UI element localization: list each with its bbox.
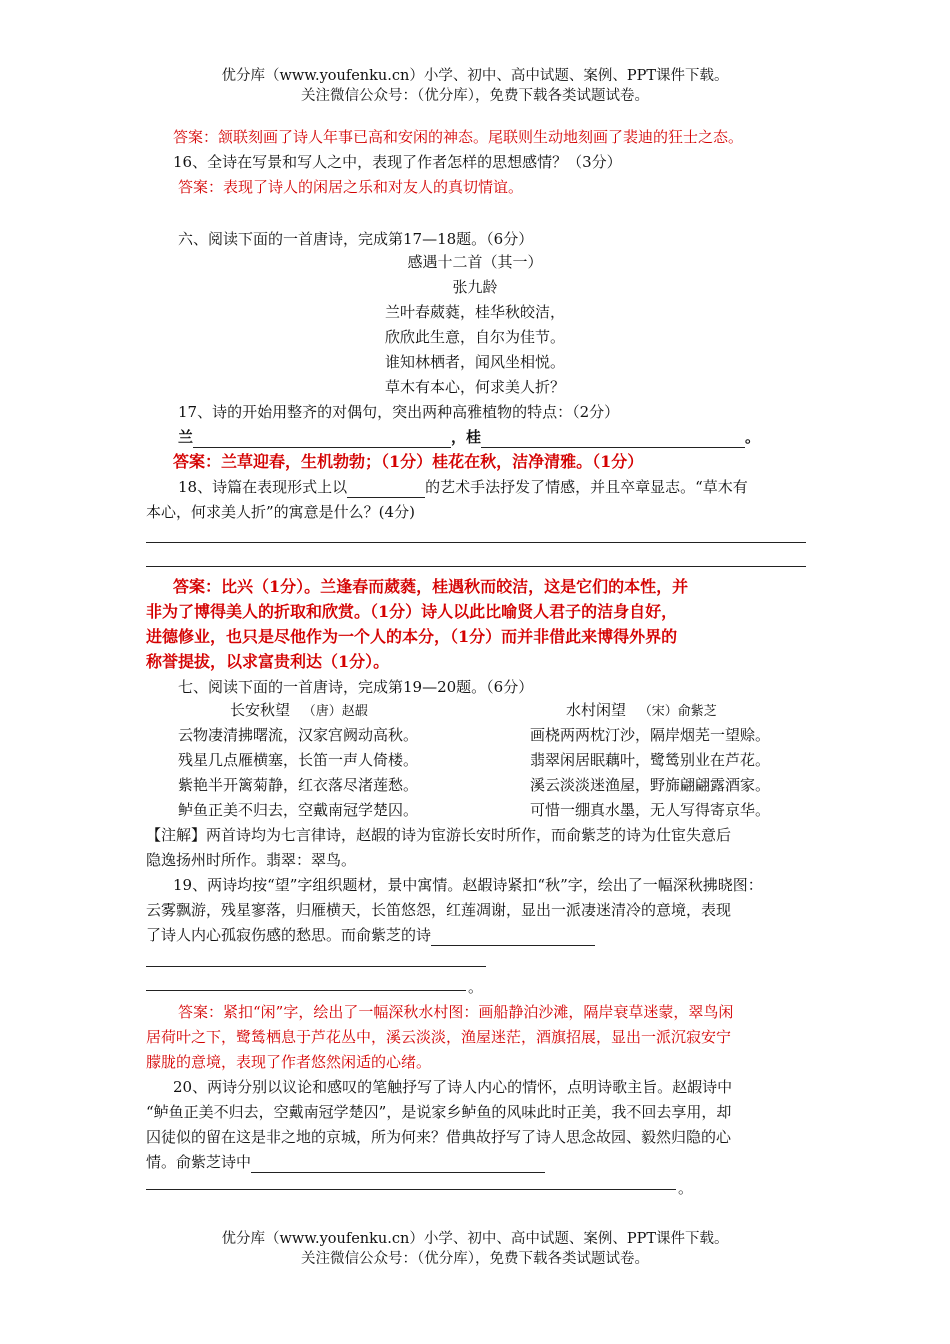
section-7-heading: 七、阅读下面的一首唐诗，完成第19—20题。（6分）: [178, 678, 534, 696]
q17-blank2-label: ，桂: [451, 428, 482, 446]
answer-18-line: 称誉提拔，以求富贵利达（1分）。: [146, 652, 390, 671]
question-19-line: 19、两诗均按“望”字组织题材，景中寓情。赵嘏诗紧扣“秋”字，绘出了一幅深秋拂晓图：: [173, 876, 763, 894]
poem-right-line: 画桡两两枕汀沙，隔岸烟芜一望赊。: [530, 726, 771, 744]
answer-rule[interactable]: [146, 542, 806, 543]
poem-left-line: 云物凄清拂曙流，汉家宫阙动高秋。: [178, 726, 419, 744]
question-19-line: 云雾飘游，残星寥落，归雁横天，长笛悠怨，红莲凋谢，显出一派凄迷清冷的意境，表现: [146, 901, 732, 919]
answer-rule[interactable]: [146, 966, 486, 967]
q17-answer-line: [178, 426, 760, 448]
question-20-line-4: [146, 1151, 545, 1173]
poem-line: 欣欣此生意，自尔为佳节。: [384, 328, 565, 346]
answer-rule[interactable]: [146, 1189, 676, 1190]
header-line-1: 优分库（www.youfenku.cn）小学、初中、高中试题、案例、PPT课件下载。: [221, 68, 729, 84]
poem-left-author: （唐）赵嘏: [302, 704, 368, 719]
answer-16: 答案：表现了诗人的闲居之乐和对友人的真切情谊。: [178, 178, 524, 196]
q18-part2: 的艺术手法抒发了情感，并且卒章显志。“草木有: [425, 478, 748, 496]
question-20-line: “鲈鱼正美不归去，空戴南冠学楚囚”，是说家乡鲈鱼的风味此时正美，我不回去享用，却: [146, 1103, 732, 1121]
poem-right-line: 可惜一绷真水墨，无人写得寄京华。: [530, 801, 771, 819]
answer-18-line: 非为了博得美人的折取和欣赏。（1分）诗人以此比喻贤人君子的洁身自好，: [146, 602, 678, 621]
note-line: 【注解】两首诗均为七言律诗，赵嘏的诗为宦游长安时所作，而俞紫芝的诗为仕宦失意后: [146, 826, 732, 844]
header-line-2: 关注微信公众号：（优分库），免费下载各类试题试卷。: [301, 88, 649, 104]
poem-right-author: （宋）俞紫芝: [638, 704, 717, 719]
poem-left-title-row: [230, 699, 368, 723]
question-19-line-3: [146, 924, 595, 946]
poem-left-title: 长安秋望: [230, 701, 291, 719]
poem-left-line: 紫艳半开篱菊静，红衣落尽渚莲愁。: [178, 776, 419, 794]
q19-line-3-text: 了诗人内心孤寂伤感的愁思。而俞紫芝的诗: [146, 926, 432, 944]
question-18-line-2: 本心，何求美人折”的寓意是什么？(4分): [146, 503, 415, 521]
poem-line: 谁知林栖者，闻风坐相悦。: [384, 353, 565, 371]
poem-right-line: 翡翠闲居眠藕叶，鹭鸶别业在芦花。: [530, 751, 771, 769]
answer-18-line: 答案：比兴（1分）。兰逢春而葳蕤，桂遇秋而皎洁，这是它们的本性，并: [173, 577, 689, 596]
question-17: 17、诗的开始用整齐的对偶句，突出两种高雅植物的特点：（2分）: [178, 403, 620, 421]
q20-end: 。: [678, 1179, 694, 1197]
q20-line-4-text: 情。俞紫芝诗中: [146, 1153, 252, 1171]
question-20-line: 囚徒似的留在这是非之地的京城，所为何来？借典故抒写了诗人思念故园、毅然归隐的心: [146, 1128, 732, 1146]
answer-19-line: 朦胧的意境，表现了作者悠然闲适的心绪。: [146, 1053, 432, 1071]
poem-line: 兰叶春葳蕤，桂华秋皎洁，: [384, 303, 565, 321]
q19-end: 。: [468, 978, 484, 996]
question-20-line: 20、两诗分别以议论和感叹的笔触抒写了诗人内心的情怀，点明诗歌主旨。赵嘏诗中: [173, 1078, 733, 1096]
q17-blank1-label: 兰: [178, 428, 194, 446]
poem-left-line: 鲈鱼正美不归去，空戴南冠学楚囚。: [178, 801, 419, 819]
footer-line-1: 优分库（www.youfenku.cn）小学、初中、高中试题、案例、PPT课件下载。: [221, 1231, 729, 1247]
poem-left-line: 残星几点雁横塞，长笛一声人倚楼。: [178, 751, 419, 769]
section-6-heading: 六、阅读下面的一首唐诗，完成第17—18题。（6分）: [178, 230, 534, 248]
answer-19-line: 答案：紧扣“闲”字，绘出了一幅深秋水村图：画船静泊沙滩，隔岸衰草迷蒙，翠鸟闲: [178, 1003, 734, 1021]
answer-15: 答案：颔联刻画了诗人年事已高和安闲的神态。尾联则生动地刻画了裴迪的狂士之态。: [173, 128, 744, 146]
q18-blank[interactable]: [347, 481, 425, 498]
q20-blank[interactable]: [251, 1156, 545, 1173]
answer-17: 答案：兰草迎春，生机勃勃；（1分）桂花在秋，洁净清雅。（1分）: [173, 452, 644, 471]
q18-part1: 18、诗篇在表现形式上以: [178, 478, 348, 496]
answer-rule[interactable]: [146, 566, 806, 567]
q19-blank[interactable]: [431, 929, 595, 946]
answer-18-line: 进德修业，也只是尽他作为一个人的本分，（1分）而并非借此来博得外界的: [146, 627, 678, 646]
answer-rule[interactable]: [146, 990, 466, 991]
footer-line-2: 关注微信公众号：（优分库），免费下载各类试题试卷。: [301, 1251, 649, 1267]
poem-author: 张九龄: [452, 278, 498, 296]
poem-right-title: 水村闲望: [566, 701, 627, 719]
question-16: 16、全诗在写景和写人之中，表现了作者怎样的思想感情？（3分）: [173, 153, 622, 171]
poem-right-line: 溪云淡淡迷渔屋，野旆翩翩露酒家。: [530, 776, 771, 794]
note-line: 隐逸扬州时所作。翡翠：翠鸟。: [146, 851, 357, 869]
q17-end: 。: [745, 428, 761, 446]
q17-blank-lan[interactable]: [193, 431, 451, 448]
poem-right-title-row: [566, 699, 717, 723]
poem-title: 感遇十二首（其一）: [407, 253, 543, 271]
answer-19-line: 居荷叶之下，鹭鸶栖息于芦花丛中，溪云淡淡，渔屋迷茫，酒旗招展，显出一派沉寂安宁: [146, 1028, 732, 1046]
poem-line: 草木有本心，何求美人折？: [384, 378, 565, 396]
question-18-line-1: [178, 476, 748, 498]
q17-blank-gui[interactable]: [481, 431, 745, 448]
